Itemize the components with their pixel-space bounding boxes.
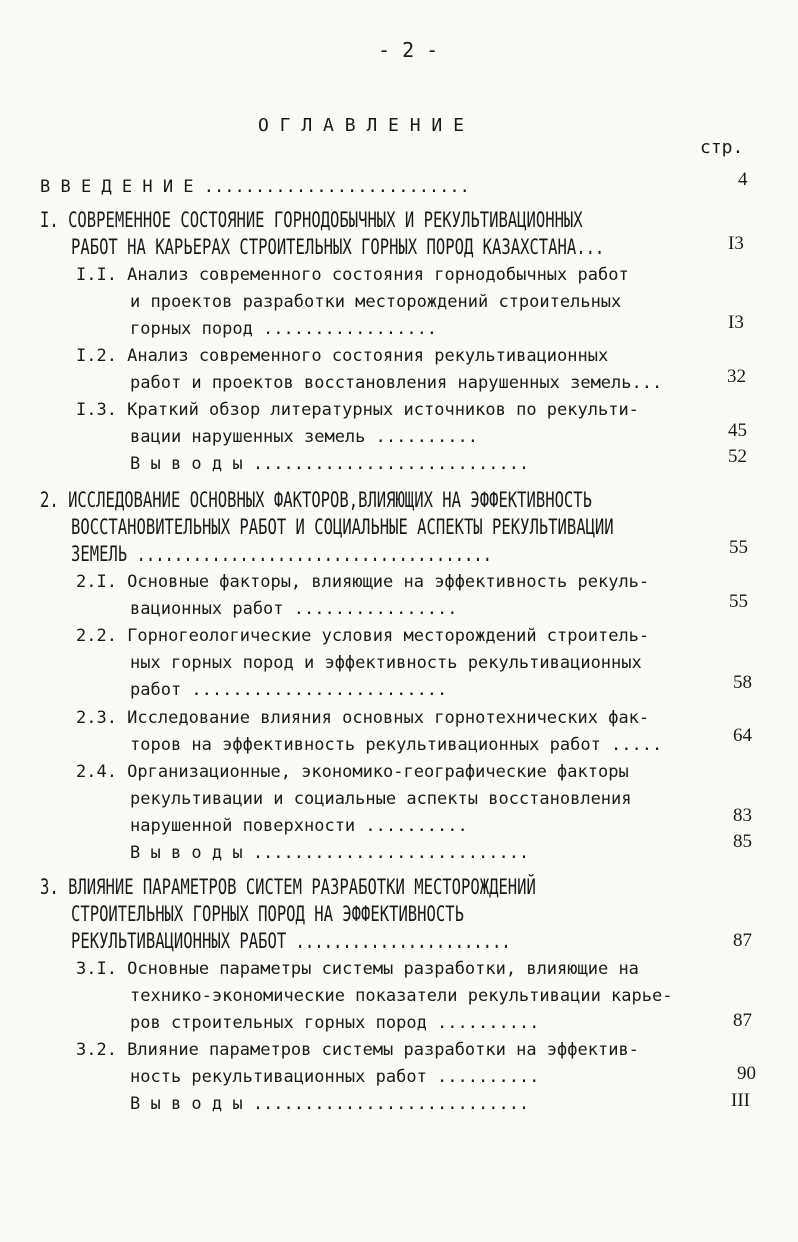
page-number: - 2 -	[378, 38, 439, 62]
toc-section-2-2-line2: ных горных пород и эффективность рекультивационных	[130, 653, 642, 673]
toc-page-1-1: I3	[728, 312, 744, 333]
toc-section-3-1-line2: технико-экономические показатели рекультивации карье-	[130, 986, 673, 1006]
toc-page-2-2: 58	[733, 672, 752, 693]
toc-chapter-1-line2: РАБОТ НА КАРЬЕРАХ СТРОИТЕЛЬНЫХ ГОРНЫХ ПОРОД КАЗАХСТАНА...	[71, 235, 605, 259]
toc-section-1-3-line1: I.3. Краткий обзор литературных источников по рекульти-	[76, 400, 639, 420]
toc-section-3-2-line1: 3.2. Влияние параметров системы разработки на эффектив-	[76, 1040, 639, 1060]
toc-page-conclusions-2: 85	[733, 831, 752, 852]
toc-page-conclusions-1: 52	[728, 446, 747, 467]
toc-chapter-2-line3: ЗЕМЕЛЬ ......................................	[71, 542, 493, 566]
toc-chapter-3-line3: РЕКУЛЬТИВАЦИОННЫХ РАБОТ .......................	[71, 929, 511, 953]
toc-section-1-1-line1: I.I. Анализ современного состояния горнодобычных работ	[76, 265, 629, 285]
toc-page-1-3: 45	[728, 420, 747, 441]
toc-chapter-3-line1: 3. ВЛИЯНИЕ ПАРАМЕТРОВ СИСТЕМ РАЗРАБОТКИ МЕСТОРОЖДЕНИЙ	[40, 875, 536, 899]
toc-section-2-1-line2: вационных работ ................	[130, 599, 458, 619]
toc-section-3-2-line2: ность рекультивационных работ ..........	[130, 1067, 540, 1087]
toc-section-2-3-line2: торов на эффективность рекультивационных работ .....	[130, 735, 663, 755]
toc-page-2-3: 64	[733, 725, 752, 746]
toc-chapter-2-line1: 2. ИССЛЕДОВАНИЕ ОСНОВНЫХ ФАКТОРОВ,ВЛИЯЮЩИХ НА ЭФФЕКТИВНОСТЬ	[40, 488, 593, 512]
toc-section-1-1-line3: горных пород .................	[130, 319, 438, 339]
toc-section-2-4-line3: нарушенной поверхности ..........	[130, 816, 468, 836]
toc-page-conclusions-3: III	[731, 1090, 750, 1111]
toc-page-1-2: 32	[727, 366, 746, 387]
toc-page-3-2: 90	[737, 1063, 756, 1084]
toc-section-2-1-line1: 2.I. Основные факторы, влияющие на эффективность рекуль-	[76, 572, 650, 592]
page-column-header: стр.	[700, 137, 744, 158]
toc-conclusions-2: В ы в о д ы ...........................	[130, 843, 530, 863]
toc-chapter-3-line2: СТРОИТЕЛЬНЫХ ГОРНЫХ ПОРОД НА ЭФФЕКТИВНОСТЬ	[71, 902, 464, 926]
toc-section-2-3-line1: 2.3. Исследование влияния основных горнотехнических фак-	[76, 708, 650, 728]
toc-section-1-3-line2: вации нарушенных земель ..........	[130, 427, 478, 447]
toc-chapter-2-line2: ВОССТАНОВИТЕЛЬНЫХ РАБОТ И СОЦИАЛЬНЫЕ АСПЕКТЫ РЕКУЛЬТИВАЦИИ	[71, 515, 614, 539]
toc-section-2-4-line1: 2.4. Организационные, экономико-географические факторы	[76, 762, 629, 782]
toc-section-3-1-line1: 3.I. Основные параметры системы разработки, влияющие на	[76, 959, 639, 979]
toc-entry-intro: В В Е Д Е Н И Е ..........................	[40, 177, 470, 197]
toc-page-chapter-2: 55	[729, 537, 748, 558]
toc-conclusions-1: В ы в о д ы ...........................	[130, 454, 530, 474]
page-title: О Г Л А В Л Е Н И Е	[258, 115, 464, 136]
toc-section-2-4-line2: рекультивации и социальные аспекты восстановления	[130, 789, 632, 809]
toc-page-2-4: 83	[733, 805, 752, 826]
toc-section-2-2-line1: 2.2. Горногеологические условия месторождений строитель-	[76, 626, 650, 646]
toc-chapter-1-line1: I. СОВРЕМЕННОЕ СОСТОЯНИЕ ГОРНОДОБЫЧНЫХ И РЕКУЛЬТИВАЦИОННЫХ	[40, 208, 583, 232]
toc-page-3-1: 87	[733, 1010, 752, 1031]
toc-section-3-1-line3: ров строительных горных пород ..........	[130, 1013, 540, 1033]
toc-section-2-2-line3: работ .........................	[130, 680, 448, 700]
toc-page-chapter-1: I3	[728, 233, 744, 254]
toc-conclusions-3: В ы в о д ы ...........................	[130, 1094, 530, 1114]
toc-page-chapter-3: 87	[733, 930, 752, 951]
toc-section-1-2-line2: работ и проектов восстановления нарушенных земель...	[130, 373, 663, 393]
toc-section-1-1-line2: и проектов разработки месторождений строительных	[130, 292, 622, 312]
toc-page-intro: 4	[738, 169, 748, 190]
toc-page-2-1: 55	[729, 591, 748, 612]
toc-section-1-2-line1: I.2. Анализ современного состояния рекультивационных	[76, 346, 609, 366]
